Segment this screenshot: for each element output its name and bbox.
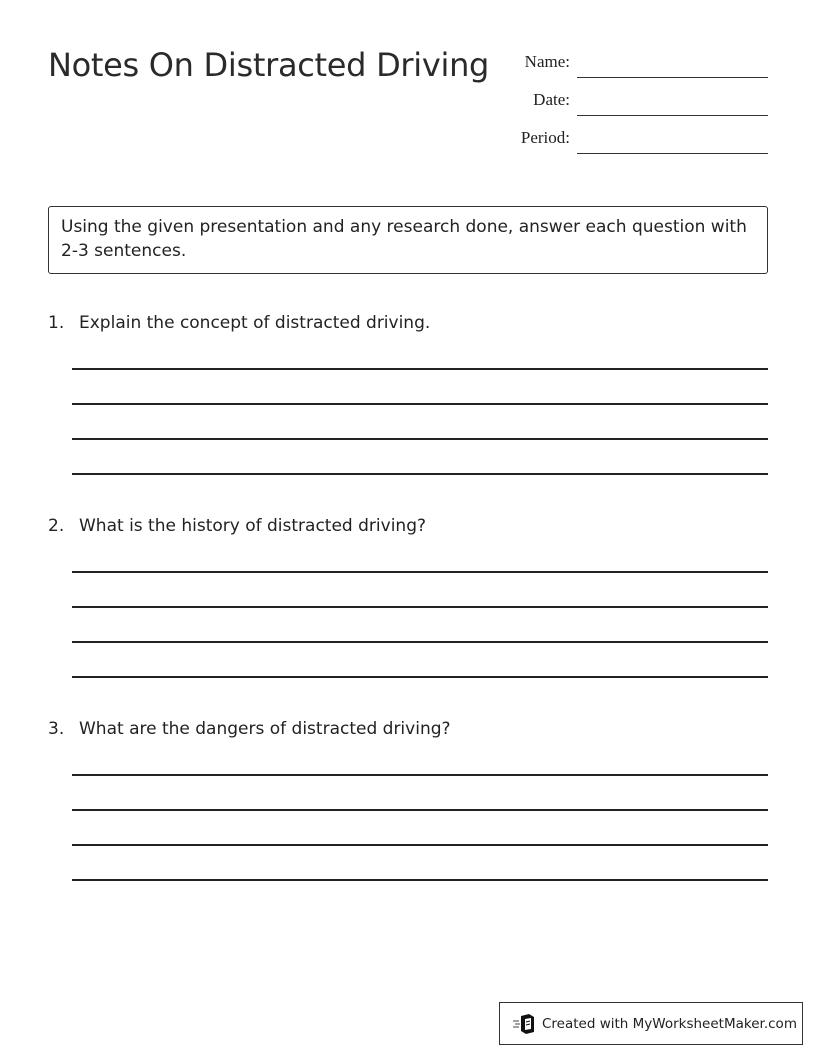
period-input-line[interactable] [577, 153, 768, 154]
question-number: 3. [48, 719, 65, 739]
question-1 [48, 313, 768, 333]
worksheet-maker-logo-icon [512, 1013, 536, 1035]
footer-badge[interactable] [499, 1002, 803, 1045]
answer-line[interactable] [72, 571, 768, 573]
answer-line[interactable] [72, 368, 768, 370]
period-field[interactable] [508, 126, 768, 154]
date-input-line[interactable] [577, 115, 768, 116]
period-label: Period: [520, 128, 570, 147]
answer-line[interactable] [72, 438, 768, 440]
answer-line[interactable] [72, 641, 768, 643]
footer-credit-text[interactable]: Created with MyWorksheetMaker.com [542, 1015, 797, 1032]
question-3 [48, 719, 768, 739]
question-text: Explain the concept of distracted driving. [79, 313, 431, 333]
instructions-box: Using the given presentation and any research done, answer each question with 2-3 sentences. [48, 206, 768, 274]
date-field[interactable] [508, 88, 768, 116]
worksheet-title: Notes On Distracted Driving [48, 46, 490, 84]
answer-line[interactable] [72, 473, 768, 475]
question-text: What is the history of distracted driving? [79, 516, 427, 536]
name-field[interactable] [508, 50, 768, 78]
answer-line[interactable] [72, 403, 768, 405]
name-label: Name: [524, 52, 570, 71]
question-number: 2. [48, 516, 65, 536]
name-input-line[interactable] [577, 77, 768, 78]
question-2 [48, 516, 768, 536]
answer-line[interactable] [72, 879, 768, 881]
date-label: Date: [533, 90, 570, 109]
answer-line[interactable] [72, 809, 768, 811]
answer-line[interactable] [72, 676, 768, 678]
answer-line[interactable] [72, 606, 768, 608]
answer-line[interactable] [72, 774, 768, 776]
question-number: 1. [48, 313, 65, 333]
question-text: What are the dangers of distracted driving? [79, 719, 451, 739]
answer-line[interactable] [72, 844, 768, 846]
